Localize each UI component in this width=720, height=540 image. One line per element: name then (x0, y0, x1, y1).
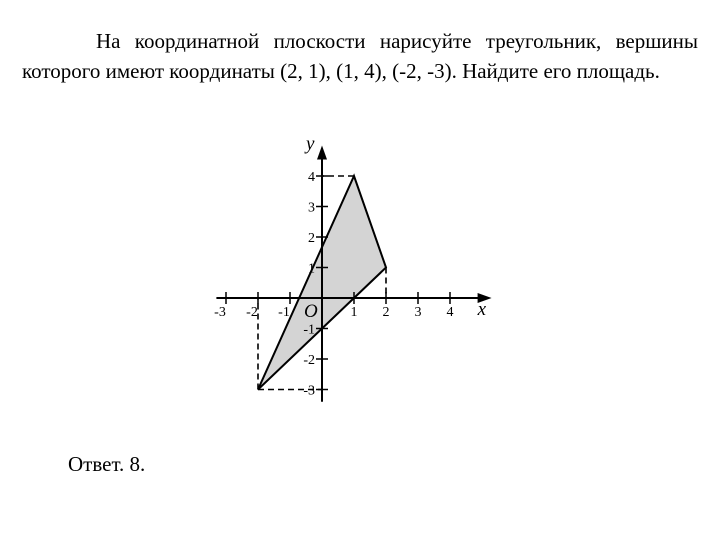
origin-label: O (304, 301, 318, 322)
problem-text: На координатной плоскости нарисуйте треугольник, вершины которого имеют координаты (2, 1), (1, 4), (-2, -3). Найдите его площадь. (22, 29, 698, 83)
x-tick-label: -2 (246, 305, 258, 320)
y-axis-arrow (317, 146, 327, 160)
y-tick-label: -2 (303, 353, 315, 368)
y-tick-label: 2 (308, 231, 315, 246)
x-axis-label: x (477, 299, 487, 320)
y-tick-label: 3 (308, 200, 315, 216)
y-tick-label: 1 (308, 261, 315, 277)
y-tick-label: -1 (303, 322, 315, 338)
x-tick-label: -1 (278, 305, 290, 320)
x-tick-label: -3 (214, 305, 226, 320)
x-tick-label: 4 (446, 305, 454, 320)
x-tick-label: 3 (414, 305, 422, 320)
x-tick-label: 2 (382, 305, 390, 320)
y-tick-label: -3 (303, 383, 315, 399)
y-tick-label: 4 (308, 170, 315, 185)
answer-text: Ответ. 8. (68, 452, 146, 476)
x-tick-label: 1 (350, 305, 358, 320)
y-axis-label: y (306, 133, 315, 155)
